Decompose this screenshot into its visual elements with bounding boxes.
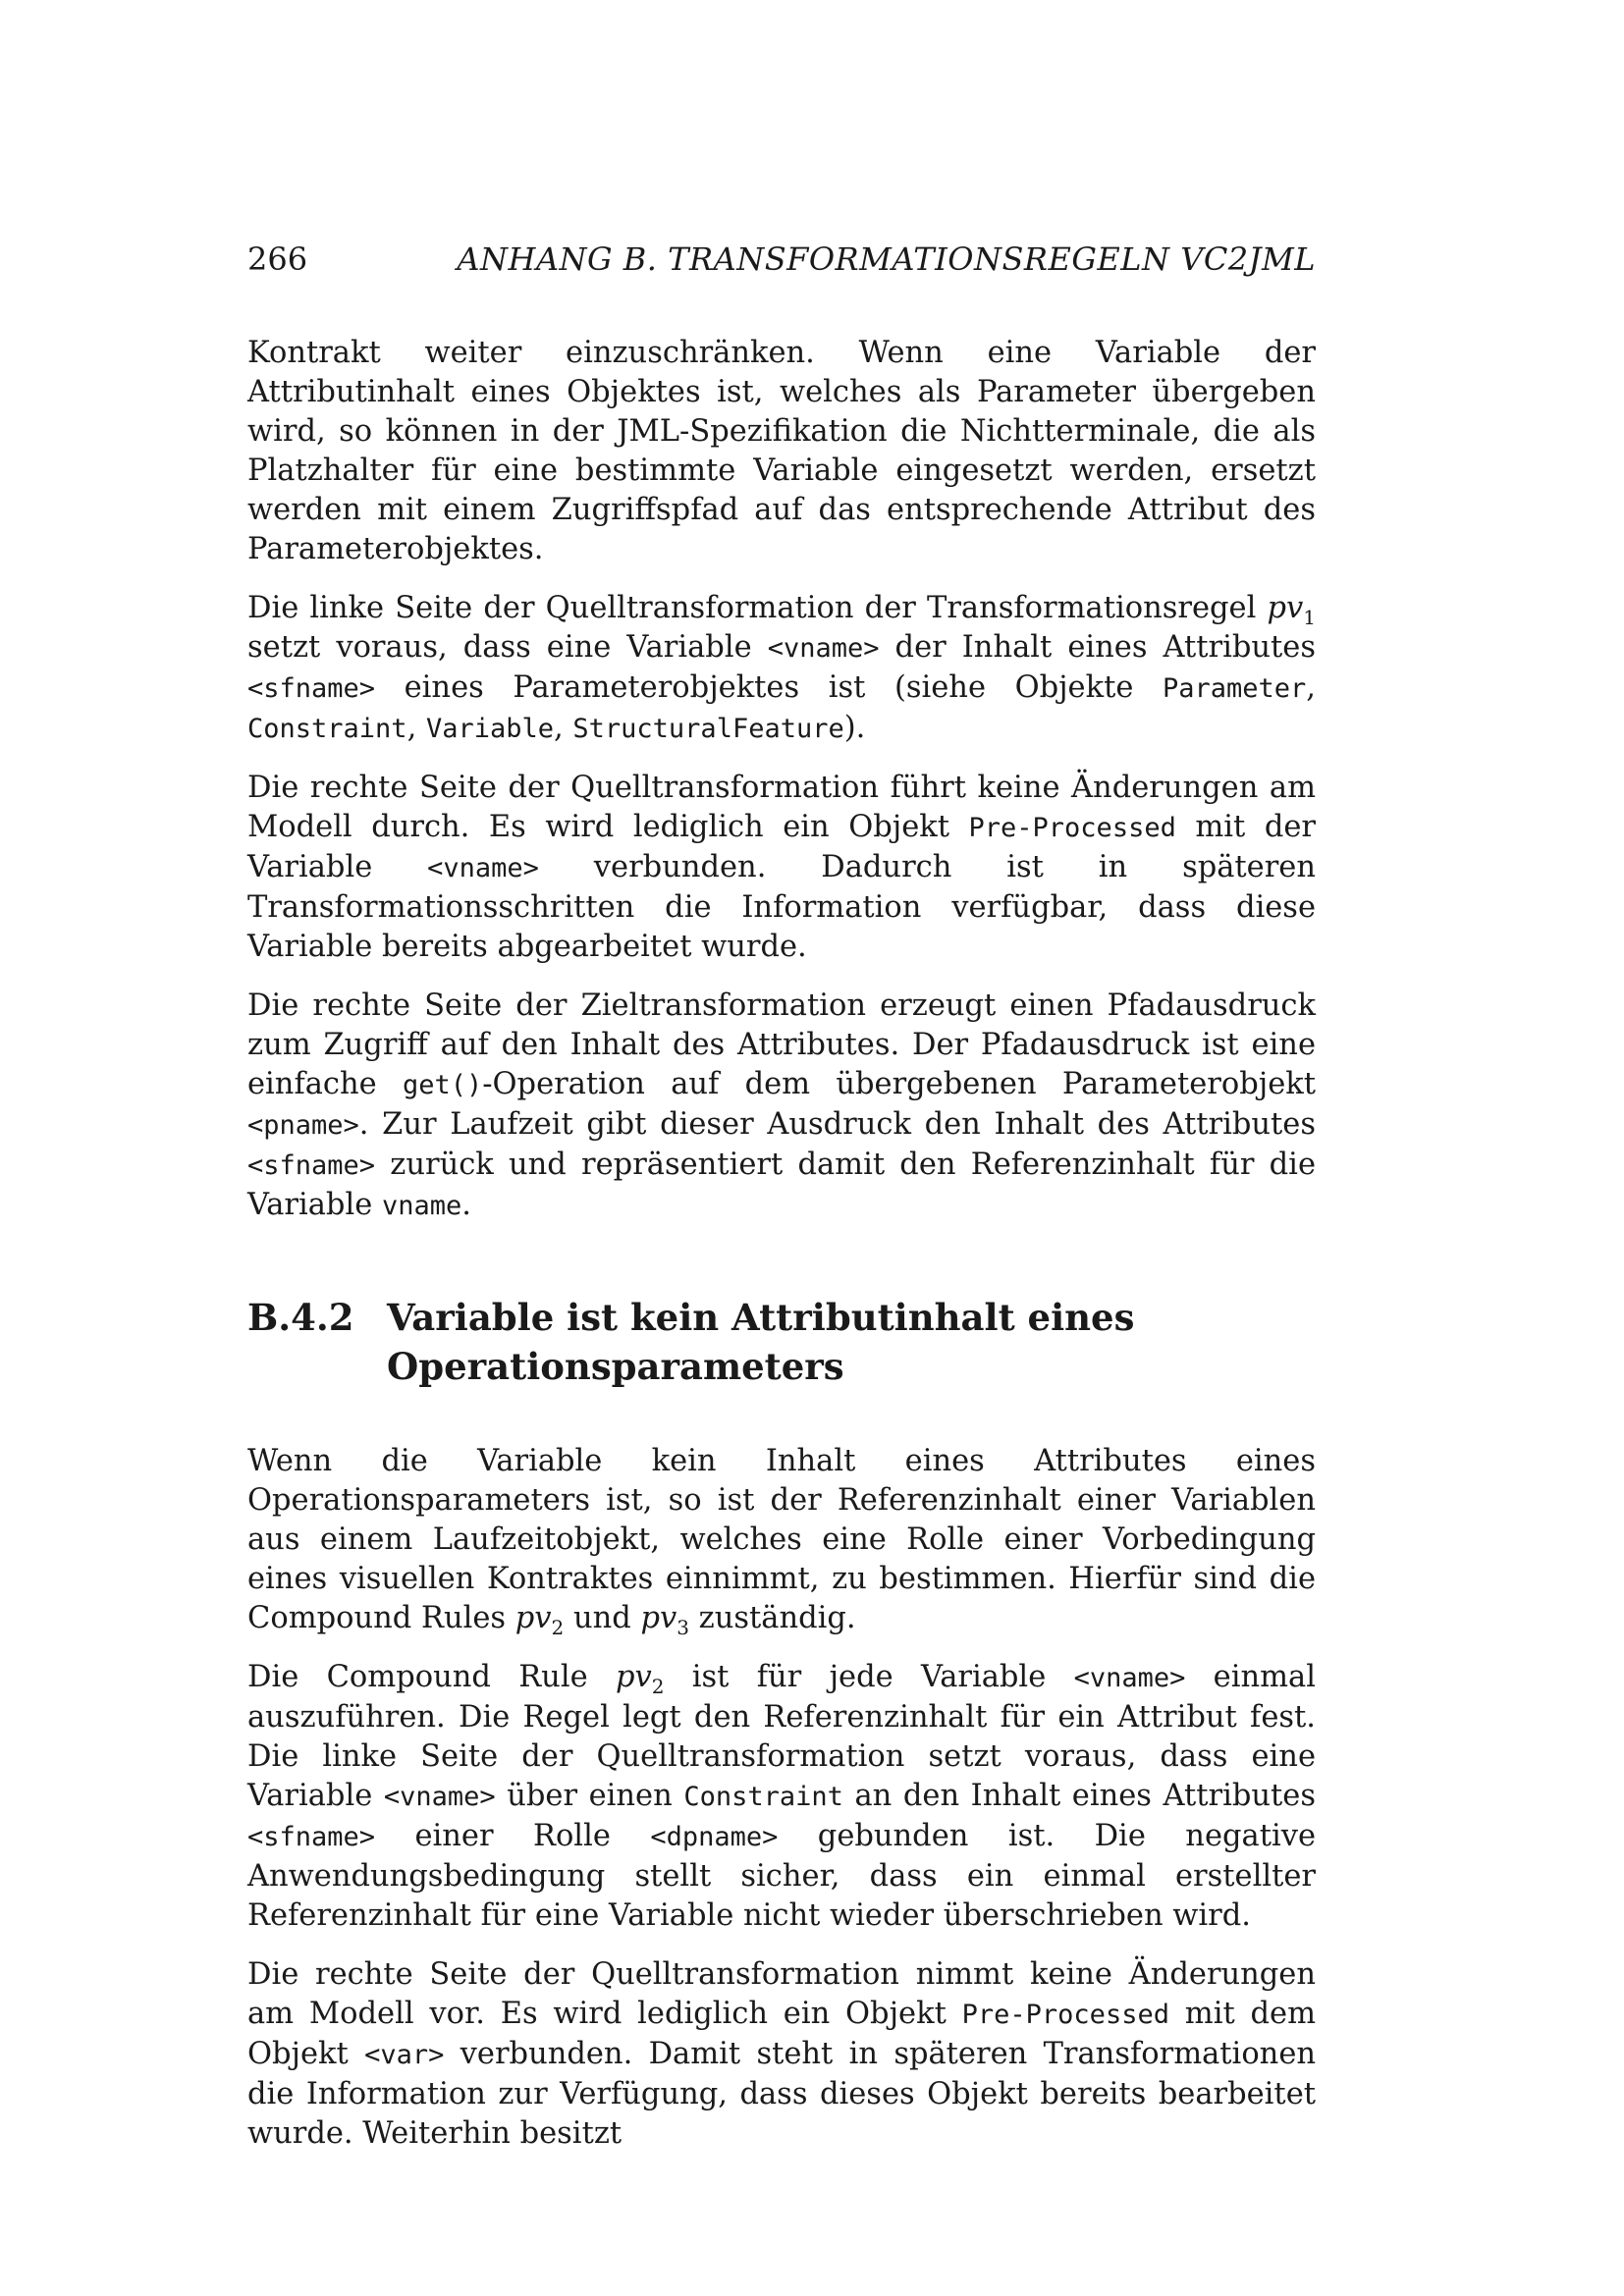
code-term: <var> [364, 2040, 445, 2070]
paragraph: Wenn die Variable kein Inhalt eines Attributes eines Operationsparameters ist, so ist der Referenzinhalt einer Variablen aus einem Laufzeitobjekt, welches eine Rolle einer Vorbedingung eines visuellen Kontraktes einnimmt, zu bestimmen. Hierfür sind die Compound Rules $pv_2$ und $pv_3$ zuständig. [247, 1444, 1316, 1640]
code-term: <sfname> [247, 1150, 376, 1181]
math-symbol: $pv_2$ [615, 1660, 665, 1699]
chapter-title: ANHANG B. TRANSFORMATIONSREGELN VC2JML [457, 240, 1316, 278]
code-term: <dpname> [650, 1822, 779, 1852]
paragraph: Die rechte Seite der Zieltransformation erzeugt einen Pfadausdruck zum Zugriff auf den Inhalt des Attributes. Der Pfadausdruck ist eine einfache get()-Operation auf dem übergebenen Parameterobjekt <pname>. Zur Laufzeit gibt dieser Ausdruck den Inhalt des Attributes <sfname> zurück und repräsentiert damit den Referenzinhalt für die Variable vname. [247, 988, 1316, 1222]
section-title: Variable ist kein Attributinhalt eines Operationsparameters [387, 1296, 1135, 1388]
math-symbol: $pv_1$ [1267, 591, 1316, 630]
code-term: vname [381, 1191, 462, 1221]
code-term: StructuralFeature [572, 714, 844, 744]
paragraph: Die linke Seite der Quelltransformation der Transformationsregel $pv_1$ setzt voraus, dass eine Variable <vname> der Inhalt eines Attributes <sfname> eines Parameterobjektes ist (siehe Objekte Parameter, Constraint, Variable, StructuralFeature). [247, 591, 1317, 745]
paragraph: Die rechte Seite der Quelltransformation führt keine Änderungen am Modell durch. Es wird lediglich ein Objekt Pre-Processed mit der Variable <vname> verbunden. Dadurch ist in späteren Transformationsschritten die Information verfügbar, dass diese Variable bereits abgearbeitet wurde. [247, 771, 1317, 964]
section-heading [247, 1293, 1316, 1391]
code-term: <vname> [1073, 1663, 1186, 1693]
document-page [247, 240, 1316, 2173]
code-term: Pre-Processed [961, 2000, 1169, 2030]
code-term: get() [402, 1070, 483, 1100]
code-term: <vname> [383, 1782, 496, 1812]
math-symbol: $pv_2$ [514, 1601, 565, 1640]
code-term: <vname> [767, 633, 880, 664]
running-header [247, 240, 1316, 279]
paragraph: Die Compound Rule $pv_2$ ist für jede Variable <vname> einmal auszuführen. Die Regel legt den Referenzinhalt für ein Attribut fest. Die linke Seite der Quelltransformation setzt voraus, dass eine Variable <vname> über einen Constraint an den Inhalt eines Attributes <sfname> einer Rolle <dpname> gebunden ist. Die negative Anwendungsbedingung stellt sicher, dass ein einmal erstellter Referenzinhalt für eine Variable nicht wieder überschrieben wird. [247, 1660, 1316, 1933]
page-number: 266 [247, 240, 308, 278]
code-term: <sfname> [247, 1822, 376, 1852]
code-term: Constraint [247, 714, 407, 744]
code-term: Pre-Processed [968, 813, 1176, 843]
code-term: Constraint [683, 1782, 843, 1812]
code-term: <pname> [247, 1110, 359, 1141]
code-term: Parameter [1162, 673, 1307, 704]
paragraph: Kontrakt weiter einzuschränken. Wenn eine Variable der Attributinhalt eines Objektes ist, welches als Parameter übergeben wird, so können in der JML-Spezifikation die Nichtterminale, die als Platzhalter für eine bestimmte Variable eingesetzt werden, ersetzt werden mit einem Zugriffspfad auf das entsprechende Attribut des Parameterobjektes. [247, 336, 1316, 566]
code-term: <sfname> [247, 673, 376, 704]
math-symbol: $pv_3$ [640, 1601, 689, 1640]
code-term: Variable [425, 714, 554, 744]
section-number: B.4.2 [247, 1296, 354, 1339]
code-term: <vname> [427, 853, 539, 883]
body-text [247, 334, 1316, 2154]
paragraph: Die rechte Seite der Quelltransformation nimmt keine Änderungen am Modell vor. Es wird lediglich ein Objekt Pre-Processed mit dem Objekt <var> verbunden. Damit steht in späteren Transformationen die Information zur Verfügung, dass dieses Objekt bereits bearbeitet wurde. Weiterhin besitzt [247, 1957, 1317, 2151]
